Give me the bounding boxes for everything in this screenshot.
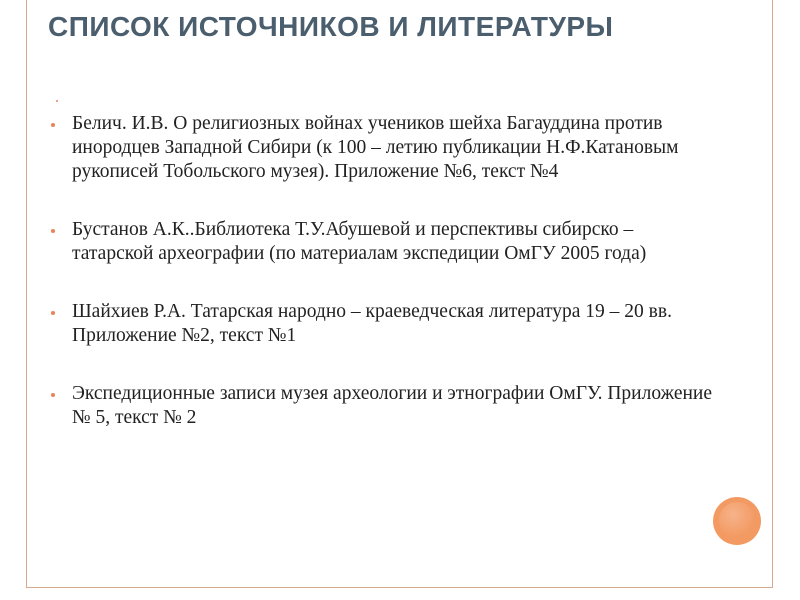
reference-item (48, 382, 718, 430)
reference-text: Бустанов А.К..Библиотека Т.У.Абушевой и перспективы сибирско – татарской археографии (по материалам экспедиции ОмГУ 2005 года) (72, 219, 647, 264)
reference-list (48, 112, 718, 430)
reference-item (48, 300, 718, 348)
slide-title: СПИСОК ИСТОЧНИКОВ И ЛИТЕРАТУРЫ (48, 11, 614, 42)
decorative-circle (713, 497, 761, 545)
bullet-icon (51, 229, 55, 233)
reference-item (48, 112, 718, 184)
reference-text: Экспедиционные записи музея археологии и этнографии ОмГУ. Приложение № 5, текст № 2 (72, 383, 713, 428)
bullet-icon (51, 123, 55, 127)
bullet-icon (51, 393, 55, 397)
reference-text: Белич. И.В. О религиозных войнах учеников шейха Багауддина против инородцев Западной Сибири (к 100 – летию публикации Н.Ф.Катановым рукописей Тобольского музея). Приложение №6, текст №4 (72, 113, 679, 182)
bullet-icon (51, 311, 55, 315)
reference-text: Шайхиев Р.А. Татарская народно – краеведческая литература 19 – 20 вв. Приложение №2, текст №1 (72, 301, 672, 346)
reference-item (48, 218, 718, 266)
title-accent-dot (56, 100, 58, 102)
